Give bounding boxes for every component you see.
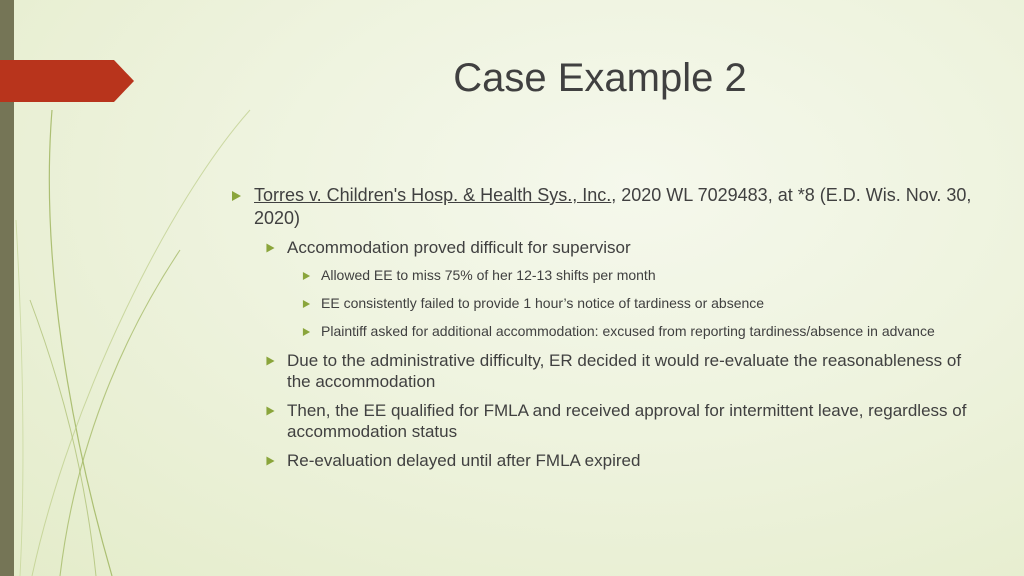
- bullet-text: Accommodation proved difficult for supervisor: [287, 238, 631, 257]
- slide-content: [232, 184, 972, 479]
- bullet-re-evaluation-delayed: [232, 450, 972, 471]
- bullet-text: Plaintiff asked for additional accommodation: excused from reporting tardiness/absence in advance: [321, 323, 935, 339]
- case-citation-link[interactable]: Torres v. Children's Hosp. & Health Sys., Inc.: [254, 185, 612, 205]
- bullet-text: Re-evaluation delayed until after FMLA expired: [287, 451, 641, 470]
- bullet-allowed-miss-shifts: [232, 266, 972, 284]
- arrow-bullet-icon: [266, 407, 274, 416]
- bullet-accommodation-difficult: [232, 237, 972, 258]
- arrow-bullet-icon: [232, 191, 241, 201]
- bullet-re-evaluate: [232, 350, 972, 392]
- bullet-case-citation: [232, 184, 972, 230]
- arrow-bullet-icon: [266, 357, 274, 366]
- arrow-bullet-icon: [303, 300, 310, 308]
- bullet-fmla-qualified: [232, 400, 972, 442]
- bullet-text: Due to the administrative difficulty, ER decided it would re-evaluate the reasonableness of the accommodation: [287, 351, 962, 391]
- bullet-text: Allowed EE to miss 75% of her 12-13 shifts per month: [321, 267, 656, 283]
- bullet-additional-accommodation: [232, 322, 972, 340]
- bullet-text: EE consistently failed to provide 1 hour’s notice of tardiness or absence: [321, 295, 765, 311]
- bullet-text: Then, the EE qualified for FMLA and received approval for intermittent leave, regardless of accommodation status: [287, 401, 967, 441]
- arrow-bullet-icon: [266, 244, 274, 253]
- arrow-bullet-icon: [303, 272, 310, 280]
- bullet-failed-notice: [232, 294, 972, 312]
- case-citation-text: , 2020 WL 7029483, at *8 (E.D. Wis. Nov. 30, 2020): [254, 185, 972, 228]
- slide-title: Case Example 2: [453, 56, 747, 100]
- arrow-bullet-icon: [303, 328, 310, 336]
- title-accent-tab: [0, 60, 134, 102]
- arrow-bullet-icon: [266, 457, 274, 466]
